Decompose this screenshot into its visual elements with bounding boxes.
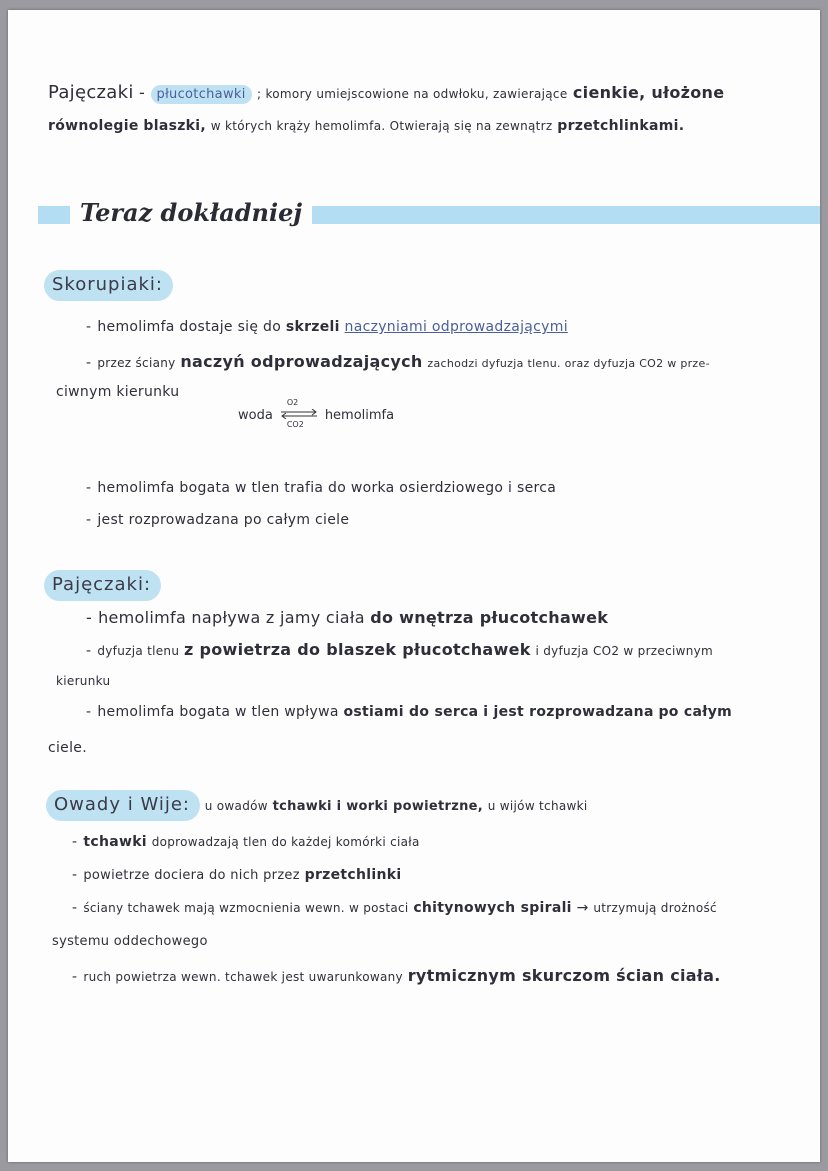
owady-line-3: - powietrze dociera do nich przez przetchlinki — [72, 867, 402, 883]
pajeczaki-line-3: kierunku — [56, 674, 111, 688]
skorupiaki-line-2: - przez ściany naczyń odprowadzających zachodzi dyfuzja tlenu. oraz dyfuzja CO2 w prze- — [86, 352, 710, 371]
pajeczaki-l4-c: i jest rozprowadzana — [483, 704, 654, 720]
pajeczaki-line-5: ciele. — [48, 740, 87, 756]
owady-l3-b: przetchlinki — [304, 867, 402, 883]
skorupiaki-l2-c: zachodzi dyfuzja tlenu. oraz dyfuzja CO2 w prze- — [427, 357, 710, 370]
double-arrow-icon — [279, 398, 319, 429]
diagram-right: hemolimfa — [324, 408, 395, 423]
owady-l1-b: tchawki i worki powietrzne, — [272, 799, 484, 814]
pajeczaki-heading-row — [44, 570, 161, 601]
skorupiaki-l2-a: przez ściany — [97, 356, 176, 370]
pajeczaki-line-1: - hemolimfa napływa z jamy ciała do wnętrza płucotchawek — [86, 608, 609, 627]
intro-dash: - — [133, 83, 151, 102]
gas-exchange-diagram — [238, 398, 395, 429]
diagram-left: woda — [238, 408, 273, 423]
owady-l2-b: doprowadzają tlen do każdej komórki ciała — [151, 835, 420, 849]
owady-l1-a: u owadów — [204, 799, 268, 813]
skorupiaki-l1-a: hemolimfa dostaje się do — [97, 319, 282, 335]
owady-l6-a: ruch powietrza wewn. tchawek jest uwarunkowany — [83, 970, 403, 984]
owady-heading: Owady i Wije: — [46, 790, 200, 821]
intro-line1-rest: ; komory umiejscowione na odwłoku, zawierające — [257, 87, 568, 101]
owady-l1-c: u wijów tchawki — [487, 799, 588, 813]
intro-line-1 — [48, 82, 724, 103]
owady-line-4: - ściany tchawek mają wzmocnienia wewn. w postaci chitynowych spirali → utrzymują drożność — [72, 900, 717, 916]
intro-line2-d: przetchlinkami. — [557, 118, 685, 134]
intro-highlight: płucotchawki — [151, 85, 252, 104]
right-arrow-icon: → — [576, 900, 589, 916]
skorupiaki-l1-c: naczyniami odprowadzającymi — [344, 319, 568, 335]
skorupiaki-l5: jest rozprowadzana po całym ciele — [97, 512, 350, 528]
pajeczaki-l2-b: z powietrza do blaszek płucotchawek — [184, 640, 531, 659]
pajeczaki-l1-b: do wnętrza płucotchawek — [370, 608, 609, 627]
diagram-bottom-label: CO2 — [286, 420, 304, 429]
skorupiaki-line-4: - hemolimfa bogata w tlen trafia do worka osierdziowego i serca — [86, 480, 557, 496]
skorupiaki-line-1: - hemolimfa dostaje się do skrzeli naczyniami odprowadzającymi — [86, 319, 568, 335]
skorupiaki-l4: hemolimfa bogata w tlen trafia do worka osierdziowego i serca — [97, 480, 557, 496]
note-page — [8, 10, 820, 1162]
intro-line2-c: w których krąży hemolimfa. Otwierają się na zewnątrz — [210, 119, 553, 133]
owady-l3-a: powietrze dociera do nich przez — [83, 868, 300, 883]
owady-line-2: - tchawki doprowadzają tlen do każdej komórki ciała — [72, 834, 420, 850]
pajeczaki-l4-d: po całym — [658, 704, 733, 720]
skorupiaki-heading: Skorupiaki: — [44, 270, 173, 301]
skorupiaki-l2-b: naczyń odprowadzających — [180, 352, 423, 371]
intro-line2-b: blaszki, — [143, 118, 206, 134]
pajeczaki-l2-a: dyfuzja tlenu — [97, 644, 180, 658]
pajeczaki-l4-a: hemolimfa bogata w tlen wpływa — [97, 704, 339, 720]
intro-line-2 — [48, 118, 684, 134]
diagram-top-label: O2 — [286, 398, 299, 407]
skorupiaki-heading-row — [44, 270, 173, 301]
intro-line1-bold: cienkie, ułożone — [572, 83, 725, 102]
owady-line-5: systemu oddechowego — [52, 934, 208, 949]
pajeczaki-l1-a: hemolimfa napływa z jamy ciała — [98, 608, 365, 627]
pajeczaki-line-4: - hemolimfa bogata w tlen wpływa ostiami do serca i jest rozprowadzana po całym — [86, 704, 733, 720]
owady-l4-c: utrzymują drożność — [593, 901, 717, 915]
pajeczaki-line-2: - dyfuzja tlenu z powietrza do blaszek płucotchawek i dyfuzja CO2 w przeciwnym — [86, 640, 714, 659]
skorupiaki-line-5: - jest rozprowadzana po całym ciele — [86, 512, 350, 528]
owady-l4-b: chitynowych spirali — [413, 900, 572, 916]
intro-term: Pajęczaki — [48, 82, 134, 103]
skorupiaki-l1-b: skrzeli — [285, 319, 340, 335]
skorupiaki-line-3: ciwnym kierunku — [56, 384, 180, 400]
banner-bar-right — [276, 206, 820, 224]
owady-l4-a: ściany tchawek mają wzmocnienia wewn. w postaci — [83, 901, 409, 915]
owady-row-1 — [46, 790, 588, 821]
owady-line-6: - ruch powietrza wewn. tchawek jest uwarunkowany rytmicznym skurczom ścian ciała. — [72, 966, 721, 985]
pajeczaki-l4-b: ostiami do serca — [343, 704, 479, 720]
pajeczaki-heading: Pajęczaki: — [44, 570, 161, 601]
pajeczaki-l2-c: i dyfuzja CO2 w przeciwnym — [535, 644, 714, 658]
owady-l2-a: tchawki — [83, 834, 147, 850]
intro-line2-a: równolegie — [48, 118, 139, 134]
owady-l6-b: rytmicznym skurczom ścian ciała. — [407, 966, 721, 985]
banner-title: Teraz dokładniej — [70, 198, 312, 227]
